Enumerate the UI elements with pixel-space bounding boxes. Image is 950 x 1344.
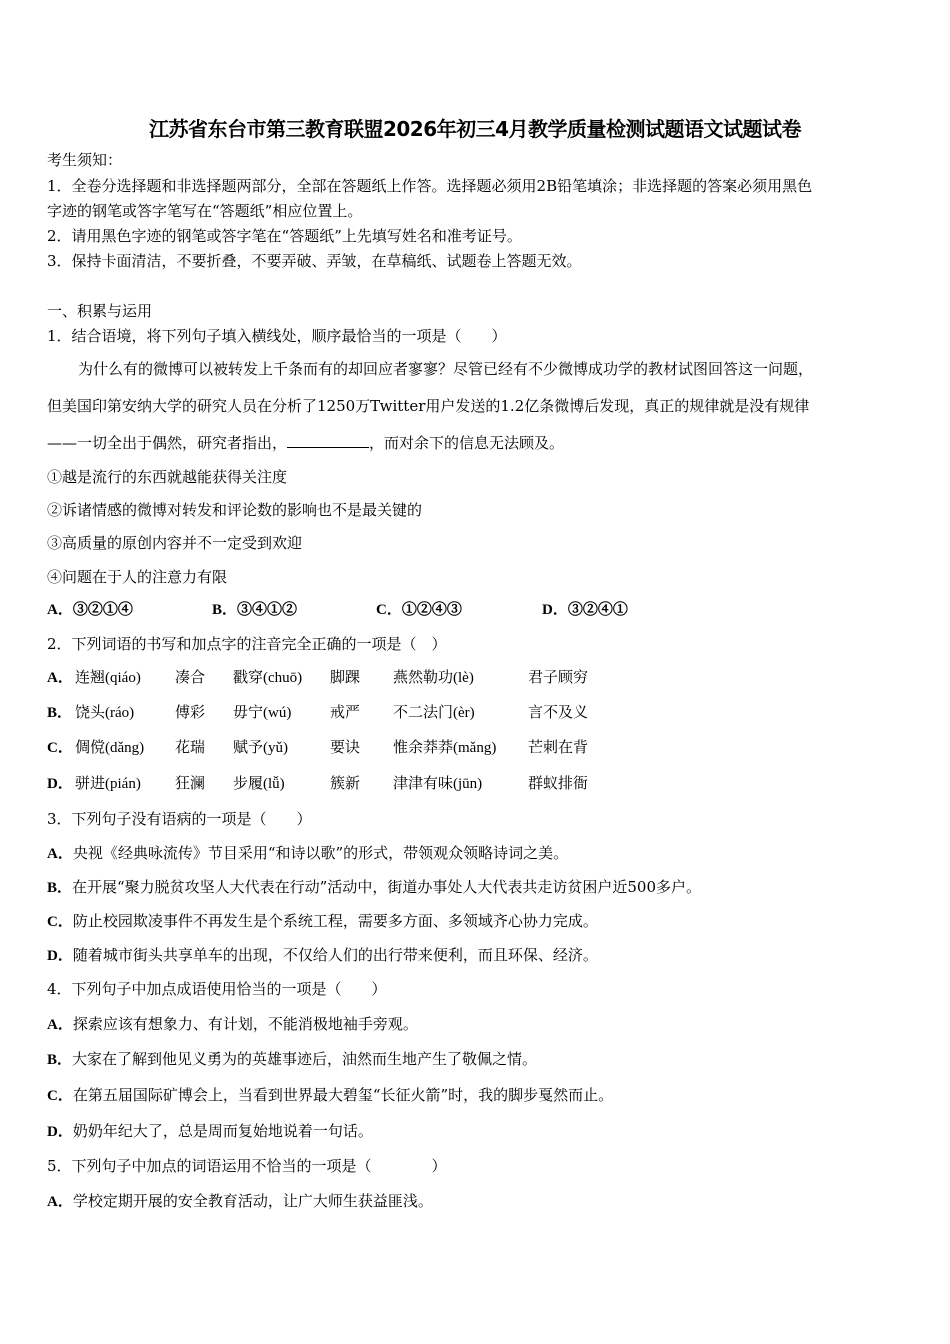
q2-word: 饶头(ráo) bbox=[75, 705, 135, 721]
q2-word: 群蚁排衙 bbox=[528, 776, 589, 792]
q1-paragraph bbox=[47, 433, 564, 453]
q5-stem: 5．下列句子中加点的词语运用不恰当的一项是（ ） bbox=[47, 1157, 447, 1175]
q3-option-a: 央视《经典咏流传》节目采用“和诗以歌”的形式，带领观众领略诗词之美。 bbox=[72, 844, 569, 862]
option-label: D． bbox=[47, 1124, 73, 1140]
q2-word: 傅彩 bbox=[175, 705, 206, 721]
option-label: C． bbox=[47, 1088, 73, 1104]
q1-paragraph-b: ，而对余下的信息无法顾及。 bbox=[369, 434, 565, 452]
q2-word: 簇新 bbox=[330, 776, 361, 792]
q1-stem: 1．结合语境，将下列句子填入横线处，顺序最恰当的一项是（ ） bbox=[47, 327, 507, 345]
q2-word: 花瑞 bbox=[175, 740, 206, 756]
q2-word: 凑合 bbox=[175, 670, 206, 686]
notice-line: 1．全卷分选择题和非选择题两部分，全部在答题纸上作答。选择题必须用2B铅笔填涂；非选择题的答案必须用黑色 bbox=[47, 177, 813, 195]
option-label: C． bbox=[47, 914, 73, 930]
q2-word: 毋宁(wú) bbox=[233, 705, 292, 721]
q3-option-c: 防止校园欺凌事件不再发生是个系统工程，需要多方面、多领域齐心协力完成。 bbox=[72, 912, 598, 930]
q2-word: 不二法门(èr) bbox=[393, 705, 475, 721]
q2-word: 步履(lǚ) bbox=[233, 776, 285, 792]
q2-word: 芒刺在背 bbox=[528, 740, 589, 756]
q1-paragraph-a: ——一切全出于偶然，研究者指出， bbox=[47, 434, 288, 452]
q2-word: 燕然勒功(lè) bbox=[393, 670, 474, 686]
option-label: D． bbox=[47, 948, 73, 964]
q4-option-d: 奶奶年纪大了，总是周而复始地说着一句话。 bbox=[72, 1122, 373, 1140]
q1-item: ②诉诸情感的微博对转发和评论数的影响也不是最关键的 bbox=[47, 501, 423, 519]
q2-word: 戳穿(chuō) bbox=[233, 670, 303, 686]
q2-word: 要诀 bbox=[330, 740, 361, 756]
q1-option-c: C．①②④③ bbox=[376, 602, 462, 618]
q1-option-d: D．③②④① bbox=[542, 602, 628, 618]
section-heading: 一、积累与运用 bbox=[47, 302, 153, 320]
q2-stem: 2．下列词语的书写和加点字的注音完全正确的一项是（ ） bbox=[47, 635, 447, 653]
q2-word: 赋予(yǔ) bbox=[233, 740, 288, 756]
q4-option-b: 大家在了解到他见义勇为的英雄事迹后，油然而生地产生了敬佩之情。 bbox=[72, 1050, 538, 1068]
q2-word: 戒严 bbox=[330, 705, 361, 721]
q1-item: ③高质量的原创内容并不一定受到欢迎 bbox=[47, 534, 303, 552]
option-label: B． bbox=[47, 705, 73, 721]
notice-line: 2．请用黑色字迹的钢笔或答字笔在“答题纸”上先填写姓名和准考证号。 bbox=[47, 227, 522, 245]
notice-line: 字迹的钢笔或答字笔写在“答题纸”相应位置上。 bbox=[47, 202, 363, 220]
option-label: B． bbox=[47, 880, 73, 896]
q1-item: ①越是流行的东西就越能获得关注度 bbox=[47, 468, 288, 486]
notice-heading: 考生须知： bbox=[47, 151, 123, 169]
q4-stem: 4．下列句子中加点成语使用恰当的一项是（ ） bbox=[47, 980, 387, 998]
option-label: A． bbox=[47, 1194, 73, 1210]
q1-option-a: A．③②①④ bbox=[47, 602, 133, 618]
q2-word: 狂澜 bbox=[175, 776, 206, 792]
q4-option-c: 在第五届国际矿博会上，当看到世界最大碧玺“长征火箭”时，我的脚步戛然而止。 bbox=[72, 1086, 614, 1104]
option-label: C． bbox=[47, 740, 73, 756]
q1-paragraph: 但美国印第安纳大学的研究人员在分析了1250万Twitter用户发送的1.2亿条微博后发现，真正的规律就是没有规律 bbox=[47, 397, 810, 415]
q2-word: 言不及义 bbox=[528, 705, 589, 721]
q1-option-b: B．③④①② bbox=[212, 602, 298, 618]
q4-option-a: 探索应该有想象力、有计划，不能消极地袖手旁观。 bbox=[72, 1015, 418, 1033]
q2-word: 倜傥(dǎng) bbox=[75, 740, 145, 756]
document-title: 江苏省东台市第三教育联盟2026年初三4月教学质量检测试题语文试题试卷 bbox=[148, 117, 802, 141]
notice-line: 3．保持卡面清洁，不要折叠，不要弄破、弄皱，在草稿纸、试题卷上答题无效。 bbox=[47, 252, 582, 270]
option-label: A． bbox=[47, 1017, 73, 1033]
q3-option-b: 在开展“聚力脱贫攻坚人大代表在行动”活动中，街道办事处人大代表共走访贫困户近500多户。 bbox=[72, 878, 701, 896]
q2-word: 脚踝 bbox=[330, 670, 361, 686]
option-label: B． bbox=[47, 1052, 73, 1068]
q2-word: 津津有味(jūn) bbox=[393, 776, 483, 792]
q2-word: 连翘(qiáo) bbox=[75, 670, 141, 686]
q2-word: 骈进(pián) bbox=[75, 776, 141, 792]
q3-stem: 3．下列句子没有语病的一项是（ ） bbox=[47, 810, 312, 828]
q3-option-d: 随着城市街头共享单车的出现，不仅给人们的出行带来便利，而且环保、经济。 bbox=[72, 946, 598, 964]
q2-word: 君子顾穷 bbox=[528, 670, 589, 686]
q5-option-a: 学校定期开展的安全教育活动，让广大师生获益匪浅。 bbox=[72, 1192, 433, 1210]
fill-blank bbox=[287, 433, 369, 448]
option-label: A． bbox=[47, 670, 73, 686]
q1-paragraph: 为什么有的微博可以被转发上千条而有的却回应者寥寥？尽管已经有不少微博成功学的教材试图回答这一问题， bbox=[78, 360, 814, 378]
option-label: D． bbox=[47, 776, 73, 792]
q1-item: ④问题在于人的注意力有限 bbox=[47, 568, 228, 586]
option-label: A． bbox=[47, 846, 73, 862]
q2-word: 惟余莽莽(mǎng) bbox=[393, 740, 497, 756]
